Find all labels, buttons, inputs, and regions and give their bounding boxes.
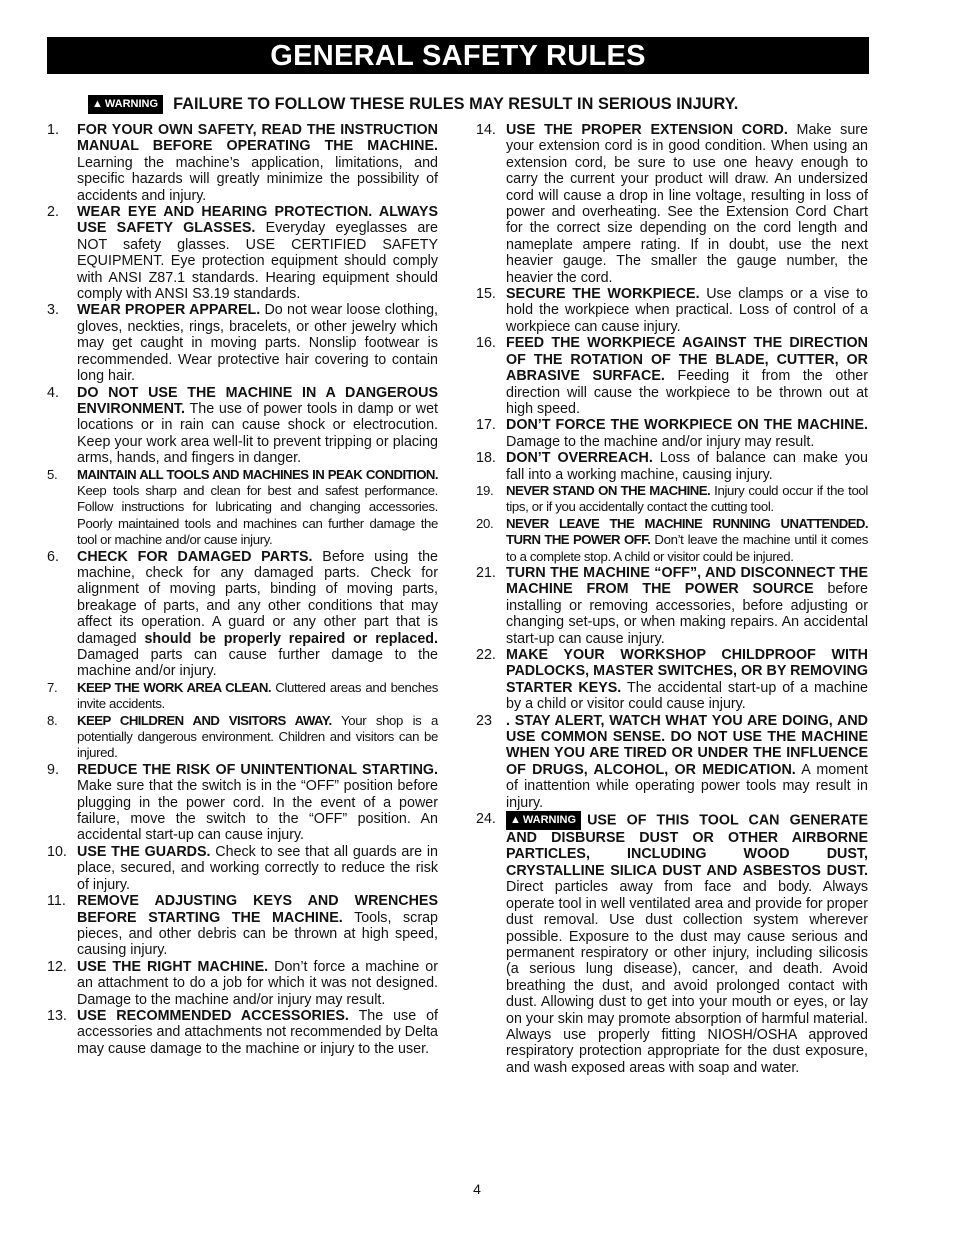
rule-body: Keep tools sharp and clean for best and safest performance. Follow instructions for lubricating and changing accessories. Poorly maintained tools and machines can further damage the tool or machine and/or cause injury. (77, 482, 438, 548)
rule-number: 19. (476, 482, 494, 498)
rule-number: 4. (47, 384, 59, 401)
rule-item (47, 762, 438, 844)
rule-item (47, 122, 438, 204)
warning-badge (506, 811, 581, 830)
rule-number: 16. (476, 335, 496, 352)
rule-body: Your shop is a potentially dangerous environment. Children and visitors can be injured. (77, 712, 438, 761)
rule-body: Everyday eyeglasses are NOT safety glasses. USE CERTIFIED SAFETY EQUIPMENT. Eye protection equipment should comply with ANSI Z87.1 standards. Hearing equipment should comply with ANSI S3.19 standards. (77, 220, 439, 303)
rule-heading: TURN THE MACHINE “OFF”, AND DISCONNECT THE MACHINE FROM THE POWER SOURCE (506, 564, 868, 598)
warning-heading: FAILURE TO FOLLOW THESE RULES MAY RESULT IN SERIOUS INJURY. (173, 94, 739, 113)
rule-number: 23 (476, 712, 492, 729)
rule-heading: REDUCE THE RISK OF UNINTENTIONAL STARTING. (77, 761, 438, 778)
rule-body: Do not wear loose clothing, gloves, neckties, rings, bracelets, or other jewelry which may get caught in moving parts. Nonslip footwear is recommended. Wear protective hair covering to contain long hair. (77, 302, 438, 385)
rule-number: 21. (476, 564, 496, 581)
rule-body: Use clamps or a vise to hold the workpiece when practical. Loss of control of a workpiece can cause injury. (506, 286, 868, 335)
rule-heading: DO NOT USE THE MACHINE IN A DANGEROUS ENVIRONMENT. (77, 384, 438, 417)
rule-body: The use of accessories and attachments not recommended by Delta may cause damage to the machine or injury to the user. (77, 1007, 438, 1057)
rule-body: The accidental start-up of a machine by a child or visitor could cause injury. (506, 679, 869, 713)
rule-body: Injury could occur if the tool tips, or if you accidentally contact the cutting tool. (506, 482, 868, 515)
rule-body: A moment of inattention while operating power tools may result in injury. (506, 761, 868, 811)
rule-item (47, 1008, 438, 1057)
rule-item (47, 385, 438, 467)
rule-item (47, 204, 438, 302)
left-column (47, 122, 438, 1057)
warning-badge (88, 95, 163, 114)
rule-body: Check to see that all guards are in place, secured, and working correctly to reduce the risk of injury. (77, 843, 438, 893)
rule-body: Damage to the machine and/or injury may result. (506, 433, 815, 450)
warning-badge-label: WARNING (522, 814, 577, 827)
rule-number: 3. (47, 302, 59, 319)
rule-number: 1. (47, 122, 59, 138)
rule-heading: USE THE GUARDS. (77, 843, 211, 860)
rule-number: 7. (47, 679, 58, 695)
rule-heading: MAKE YOUR WORKSHOP CHILDPROOF WITH PADLOCKS, MASTER SWITCHES, OR BY REMOVING STARTER KEYS. (506, 647, 868, 696)
rule-body-continued: Damaged parts can cause further damage to the machine and/or injury. (77, 647, 438, 680)
rule-body: Make sure that the switch is in the “OFF” position before plugging in the power cord. In the event of a power failure, move the switch to the “OFF” position. An accidental start-up can cause injury. (77, 778, 438, 844)
rule-number: 10. (47, 843, 67, 860)
rule-heading: FOR YOUR OWN SAFETY, READ THE INSTRUCTION MANUAL BEFORE OPERATING THE MACHINE. (77, 122, 438, 155)
rule-heading: . STAY ALERT, WATCH WHAT YOU ARE DOING, AND USE COMMON SENSE. DO NOT USE THE MACHINE WHEN YOU ARE TIRED OR UNDER THE INFLUENCE OF DRUGS, ALCOHOL, OR MEDICATION. (506, 712, 868, 778)
rule-heading: FEED THE WORKPIECE AGAINST THE DIRECTION OF THE ROTATION OF THE BLADE, CUTTER, OR ABRASIVE SURFACE. (506, 335, 868, 385)
rule-number: 12. (47, 958, 67, 975)
page-number: 4 (473, 1181, 481, 1197)
rule-item (47, 713, 438, 762)
rule-body: Direct particles away from face and body. Always operate tool in well ventilated area and provide for proper dust removal. Use dust collection system wherever possible. Exposure to the dust may cause serious and permanent respiratory or other injury, including silicosis (a serious lung disease), cancer, and death. Avoid breathing the dust, and avoid prolonged contact with dust. Allowing dust to get into your mouth or eyes, or lay on your skin may promote absorption of harmful material. Always use properly fitting NIOSH/OSHA approved respiratory protection appropriate for the dust exposure, and wash exposed areas with soap and water. (506, 879, 868, 1076)
rule-item (47, 844, 438, 893)
rule-heading: REMOVE ADJUSTING KEYS AND WRENCHES BEFORE STARTING THE MACHINE. (77, 893, 438, 926)
rule-body: before installing or removing accessories, before adjusting or changing set-ups, or when making repairs. An accidental start-up can cause injury. (506, 581, 868, 647)
rule-heading: NEVER LEAVE THE MACHINE RUNNING UNATTENDED. TURN THE POWER OFF. (506, 515, 868, 548)
rule-number: 8. (47, 712, 58, 728)
rule-item (476, 417, 868, 450)
rule-heading: USE RECOMMENDED ACCESSORIES. (77, 1007, 349, 1024)
rule-heading: CHECK FOR DAMAGED PARTS. (77, 548, 313, 565)
warning-line (88, 93, 738, 115)
rule-emphasis: should be properly repaired or replaced. (144, 630, 438, 647)
rule-body: Before using the machine, check for any damaged parts. Check for alignment of moving parts, binding of moving parts, breakage of parts, and any other conditions that may affect its operation. A guard or any other part that is damaged (77, 548, 438, 647)
rule-body: Cluttered areas and benches invite accidents. (77, 679, 438, 712)
rule-body: Tools, scrap pieces, and other debris can be thrown at high speed, causing injury. (77, 909, 438, 959)
rule-body: Learning the machine’s application, limitations, and specific hazards will greatly minimize the possibility of accidents and injury. (77, 154, 438, 204)
rule-number: 13. (47, 1007, 67, 1024)
rule-item (476, 811, 868, 1076)
rule-number: 14. (476, 122, 496, 138)
rule-item (476, 516, 868, 565)
rule-item (476, 647, 868, 713)
rule-heading: SECURE THE WORKPIECE. (506, 286, 700, 303)
rule-item (47, 549, 438, 680)
rule-heading: MAINTAIN ALL TOOLS AND MACHINES IN PEAK CONDITION. (77, 466, 438, 482)
rule-item (476, 122, 868, 286)
rule-heading: NEVER STAND ON THE MACHINE. (506, 482, 711, 498)
warning-triangle-icon: ▲ (510, 814, 521, 827)
rule-number: 5. (47, 466, 58, 482)
rule-item (476, 450, 868, 483)
rule-heading: USE OF THIS TOOL CAN GENERATE AND DISBURSE DUST OR OTHER AIRBORNE PARTICLES, INCLUDING WOOD DUST, CRYSTALLINE SILICA DUST AND ASBESTOS DUST. (506, 812, 868, 879)
rule-heading: WEAR PROPER APPAREL. (77, 302, 261, 319)
rule-body: Make sure your extension cord is in good condition. When using an extension cord, be sure to use one heavy enough to carry the current your product will draw. An undersized cord will cause a drop in line voltage, resulting in loss of power and overheating. See the Extension Cord Chart for the correct size depending on the cord length and nameplate ampere rating. If in doubt, use the next heavier gauge. The smaller the gauge number, the heavier the cord. (506, 122, 868, 286)
rule-item (47, 302, 438, 384)
rule-heading: USE THE PROPER EXTENSION CORD. (506, 122, 788, 138)
right-column (476, 122, 868, 1076)
rule-heading: KEEP CHILDREN AND VISITORS AWAY. (77, 712, 332, 728)
warning-badge-label: WARNING (104, 97, 159, 110)
rule-heading: WEAR EYE AND HEARING PROTECTION. ALWAYS USE SAFETY GLASSES. (77, 204, 438, 237)
rule-item (476, 483, 868, 516)
rule-body: Feeding it from the other direction will cause the workpiece to be thrown out at high speed. (506, 368, 868, 417)
rule-heading: KEEP THE WORK AREA CLEAN. (77, 679, 271, 695)
rule-item (476, 565, 868, 647)
rule-item (476, 713, 868, 811)
rule-item (47, 680, 438, 713)
rule-number: 24. (476, 811, 496, 828)
rule-number: 20. (476, 515, 494, 531)
rule-number: 15. (476, 286, 496, 303)
rule-number: 9. (47, 761, 59, 778)
rule-body: The use of power tools in damp or wet locations or in rain can cause shock or electrocution. Keep your work area well-lit to prevent tripping or placing arms, hands, and fingers in danger. (77, 400, 438, 467)
rule-heading: USE THE RIGHT MACHINE. (77, 958, 269, 975)
rule-heading: DON’T FORCE THE WORKPIECE ON THE MACHINE. (506, 417, 868, 434)
rule-item (47, 959, 438, 1008)
rule-body: Loss of balance can make you fall into a working machine, causing injury. (506, 450, 868, 483)
rule-item (476, 335, 868, 417)
rule-number: 18. (476, 450, 496, 467)
rule-item (476, 286, 868, 335)
rule-number: 22. (476, 647, 496, 663)
rule-number: 11. (47, 893, 66, 910)
warning-triangle-icon: ▲ (92, 97, 103, 110)
rule-number: 17. (476, 417, 496, 434)
rule-body: Don’t force a machine or an attachment to do a job for which it was not designed. Damage to the machine and/or injury may result. (77, 958, 438, 1008)
rule-number: 6. (47, 548, 59, 565)
rule-number: 2. (47, 204, 59, 221)
rule-heading: DON’T OVERREACH. (506, 450, 653, 467)
page-title: GENERAL SAFETY RULES (47, 37, 869, 74)
rule-item (47, 467, 438, 549)
rule-body: Don’t leave the machine until it comes to a complete stop. A child or visitor could be injured. (506, 532, 868, 564)
rule-item (47, 893, 438, 959)
